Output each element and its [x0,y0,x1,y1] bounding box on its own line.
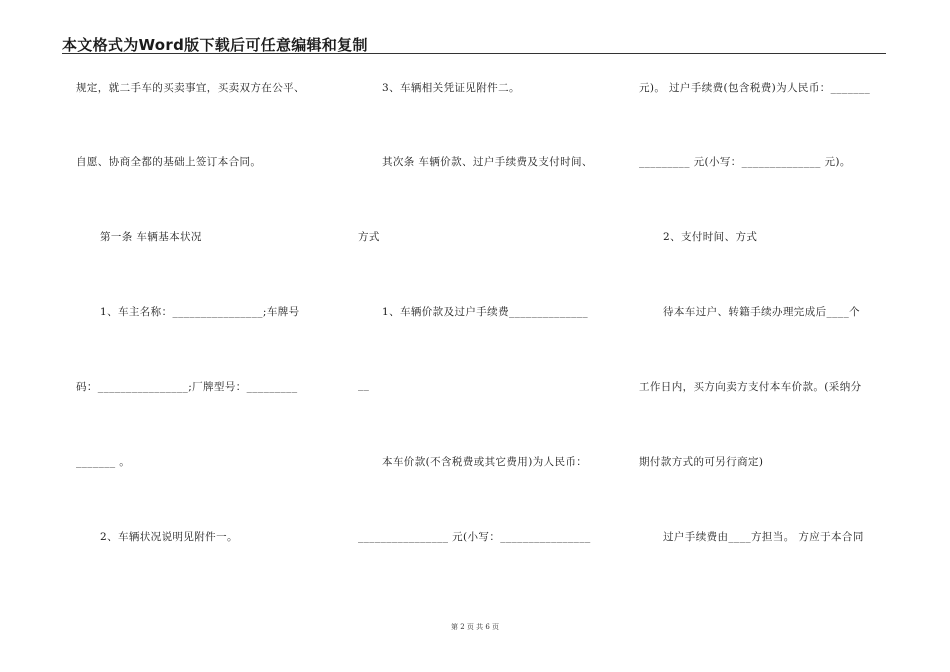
text-line: 过户手续费由____方担当。 方应于本合同 [663,531,864,543]
text-line: 期付款方式的可另行商定) [639,456,764,468]
text-line: 方式 [358,231,380,243]
text-line: 待本车过户、转籍手续办理完成后____个 [663,306,860,318]
text-line: 自愿、协商全都的基础上签订本合同。 [76,156,262,168]
text-line: 3、车辆相关凭证见附件二。 [382,82,520,94]
section-heading: 第一条 车辆基本状况 [100,231,202,243]
text-line: __ [358,379,370,391]
text-line: 工作日内，买方向卖方支付本车价款。(采纳分 [639,381,862,393]
text-line: _________ 元(小写：______________ 元)。 [639,156,851,168]
text-line: 元)。 过户手续费(包含税费)为人民币：_______ [639,82,871,94]
text-line: ________________ 元(小写：________________ [358,531,591,543]
text-line: 规定，就二手车的买卖事宜，买卖双方在公平、 [76,82,305,94]
page-number-footer: 第 2 页 共 6 页 [450,623,500,631]
page-header-title: 本文格式为Word版下载后可任意编辑和复制 [62,36,368,54]
text-line: 2、车辆状况说明见附件一。 [100,531,238,543]
text-line: 本车价款(不含税费或其它费用)为人民币： [382,456,588,468]
header-divider [62,53,886,54]
text-line: 1、车辆价款及过户手续费______________ [382,306,589,318]
text-line: 码：________________;厂牌型号：_________ [76,381,298,393]
text-line: 1、车主名称：________________;车牌号 [100,306,300,318]
section-heading: 其次条 车辆价款、过户手续费及支付时间、 [382,156,593,168]
section-heading: 2、支付时间、方式 [663,231,758,243]
text-line: _______ 。 [76,456,131,468]
